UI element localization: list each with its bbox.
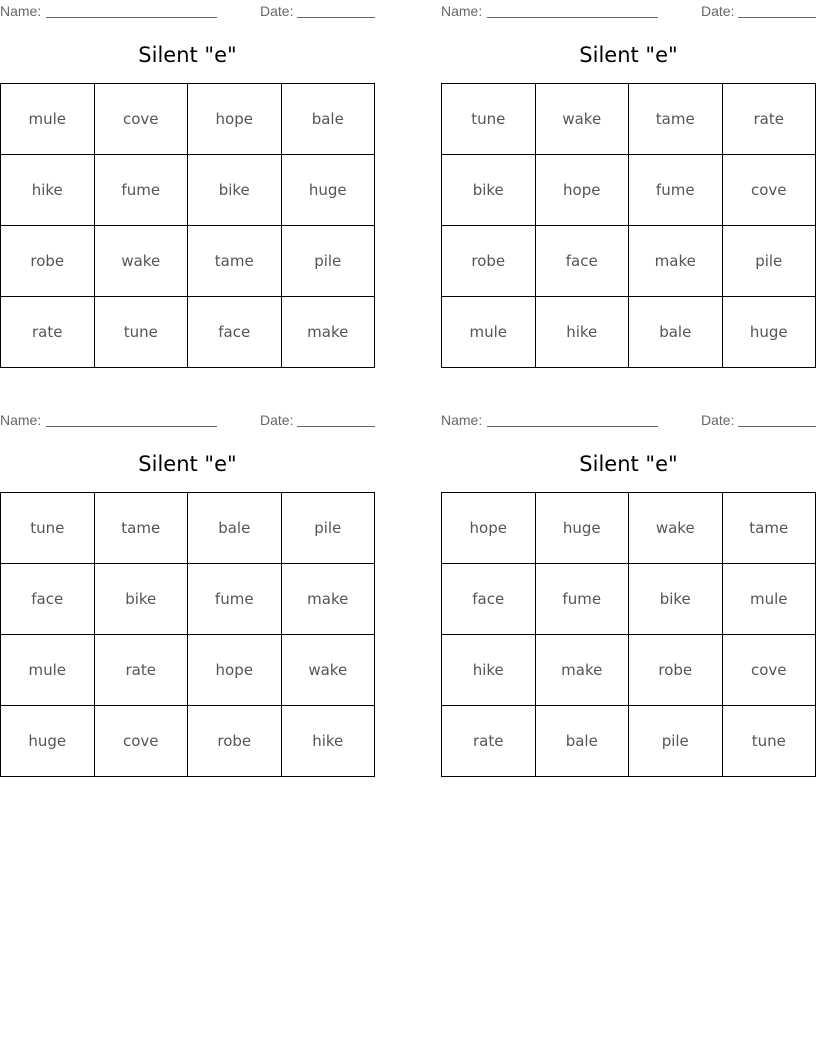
word-cell: robe xyxy=(188,706,282,777)
grid-row xyxy=(1,226,375,297)
word-cell: mule xyxy=(1,635,95,706)
word-cell: hope xyxy=(188,84,282,155)
word-cell: pile xyxy=(722,226,816,297)
word-cell: wake xyxy=(281,635,375,706)
word-cell: pile xyxy=(281,226,375,297)
word-cell: fume xyxy=(535,564,629,635)
word-cell: bale xyxy=(188,493,282,564)
word-cell: tame xyxy=(629,84,723,155)
grid-row xyxy=(442,155,816,226)
word-cell: huge xyxy=(1,706,95,777)
word-cell: hike xyxy=(281,706,375,777)
word-cell: wake xyxy=(535,84,629,155)
grid-row xyxy=(1,564,375,635)
word-cell: tame xyxy=(722,493,816,564)
card-title: Silent "e" xyxy=(579,452,678,476)
word-cell: hike xyxy=(1,155,95,226)
word-cell: robe xyxy=(442,226,536,297)
word-grid xyxy=(0,83,375,368)
name-date-line xyxy=(441,411,816,429)
word-cell: pile xyxy=(629,706,723,777)
date-label: Date: xyxy=(701,3,735,19)
grid-row xyxy=(1,297,375,368)
word-grid xyxy=(441,83,816,368)
word-cell: face xyxy=(442,564,536,635)
grid-row xyxy=(442,297,816,368)
word-cell: tame xyxy=(94,493,188,564)
word-cell: mule xyxy=(1,84,95,155)
name-label: Name: xyxy=(0,412,42,428)
word-cell: tune xyxy=(722,706,816,777)
word-cell: mule xyxy=(442,297,536,368)
word-cell: bale xyxy=(535,706,629,777)
word-cell: tame xyxy=(188,226,282,297)
bingo-card xyxy=(441,0,816,365)
name-date-line xyxy=(0,411,375,429)
card-title: Silent "e" xyxy=(579,43,678,67)
name-blank-line[interactable] xyxy=(46,17,217,18)
word-cell: rate xyxy=(1,297,95,368)
date-label: Date: xyxy=(260,412,294,428)
date-blank-line[interactable] xyxy=(297,426,375,427)
word-cell: make xyxy=(535,635,629,706)
name-date-line xyxy=(0,2,375,20)
word-cell: bike xyxy=(629,564,723,635)
word-cell: hike xyxy=(535,297,629,368)
word-cell: bike xyxy=(94,564,188,635)
word-cell: fume xyxy=(629,155,723,226)
name-date-line xyxy=(441,2,816,20)
grid-row xyxy=(1,635,375,706)
word-cell: make xyxy=(629,226,723,297)
name-label: Name: xyxy=(441,3,483,19)
grid-row xyxy=(1,493,375,564)
date-blank-line[interactable] xyxy=(738,17,816,18)
name-label: Name: xyxy=(441,412,483,428)
name-blank-line[interactable] xyxy=(487,17,658,18)
word-grid xyxy=(441,492,816,777)
word-cell: make xyxy=(281,297,375,368)
name-label: Name: xyxy=(0,3,42,19)
grid-row xyxy=(442,635,816,706)
word-cell: hope xyxy=(535,155,629,226)
grid-row xyxy=(442,493,816,564)
word-cell: fume xyxy=(94,155,188,226)
date-blank-line[interactable] xyxy=(297,17,375,18)
word-cell: hike xyxy=(442,635,536,706)
bingo-card xyxy=(0,409,375,774)
word-cell: rate xyxy=(442,706,536,777)
grid-row xyxy=(1,84,375,155)
word-cell: bike xyxy=(188,155,282,226)
grid-row xyxy=(442,564,816,635)
word-cell: cove xyxy=(94,706,188,777)
grid-row xyxy=(442,706,816,777)
word-grid xyxy=(0,492,375,777)
word-cell: bale xyxy=(629,297,723,368)
word-cell: huge xyxy=(722,297,816,368)
word-cell: rate xyxy=(722,84,816,155)
word-cell: bale xyxy=(281,84,375,155)
grid-row xyxy=(442,226,816,297)
word-cell: wake xyxy=(629,493,723,564)
word-cell: fume xyxy=(188,564,282,635)
word-cell: huge xyxy=(535,493,629,564)
word-cell: wake xyxy=(94,226,188,297)
word-cell: mule xyxy=(722,564,816,635)
word-cell: face xyxy=(188,297,282,368)
word-cell: face xyxy=(1,564,95,635)
word-cell: robe xyxy=(1,226,95,297)
word-cell: huge xyxy=(281,155,375,226)
word-cell: tune xyxy=(94,297,188,368)
word-cell: cove xyxy=(94,84,188,155)
word-cell: hope xyxy=(442,493,536,564)
card-title: Silent "e" xyxy=(138,452,237,476)
name-blank-line[interactable] xyxy=(487,426,658,427)
word-cell: tune xyxy=(1,493,95,564)
date-label: Date: xyxy=(260,3,294,19)
word-cell: robe xyxy=(629,635,723,706)
word-cell: make xyxy=(281,564,375,635)
date-blank-line[interactable] xyxy=(738,426,816,427)
bingo-card xyxy=(441,409,816,774)
word-cell: hope xyxy=(188,635,282,706)
word-cell: bike xyxy=(442,155,536,226)
bingo-card xyxy=(0,0,375,365)
word-cell: tune xyxy=(442,84,536,155)
grid-row xyxy=(1,706,375,777)
word-cell: cove xyxy=(722,635,816,706)
word-cell: pile xyxy=(281,493,375,564)
word-cell: cove xyxy=(722,155,816,226)
card-title: Silent "e" xyxy=(138,43,237,67)
date-label: Date: xyxy=(701,412,735,428)
word-cell: rate xyxy=(94,635,188,706)
grid-row xyxy=(1,155,375,226)
grid-row xyxy=(442,84,816,155)
word-cell: face xyxy=(535,226,629,297)
name-blank-line[interactable] xyxy=(46,426,217,427)
